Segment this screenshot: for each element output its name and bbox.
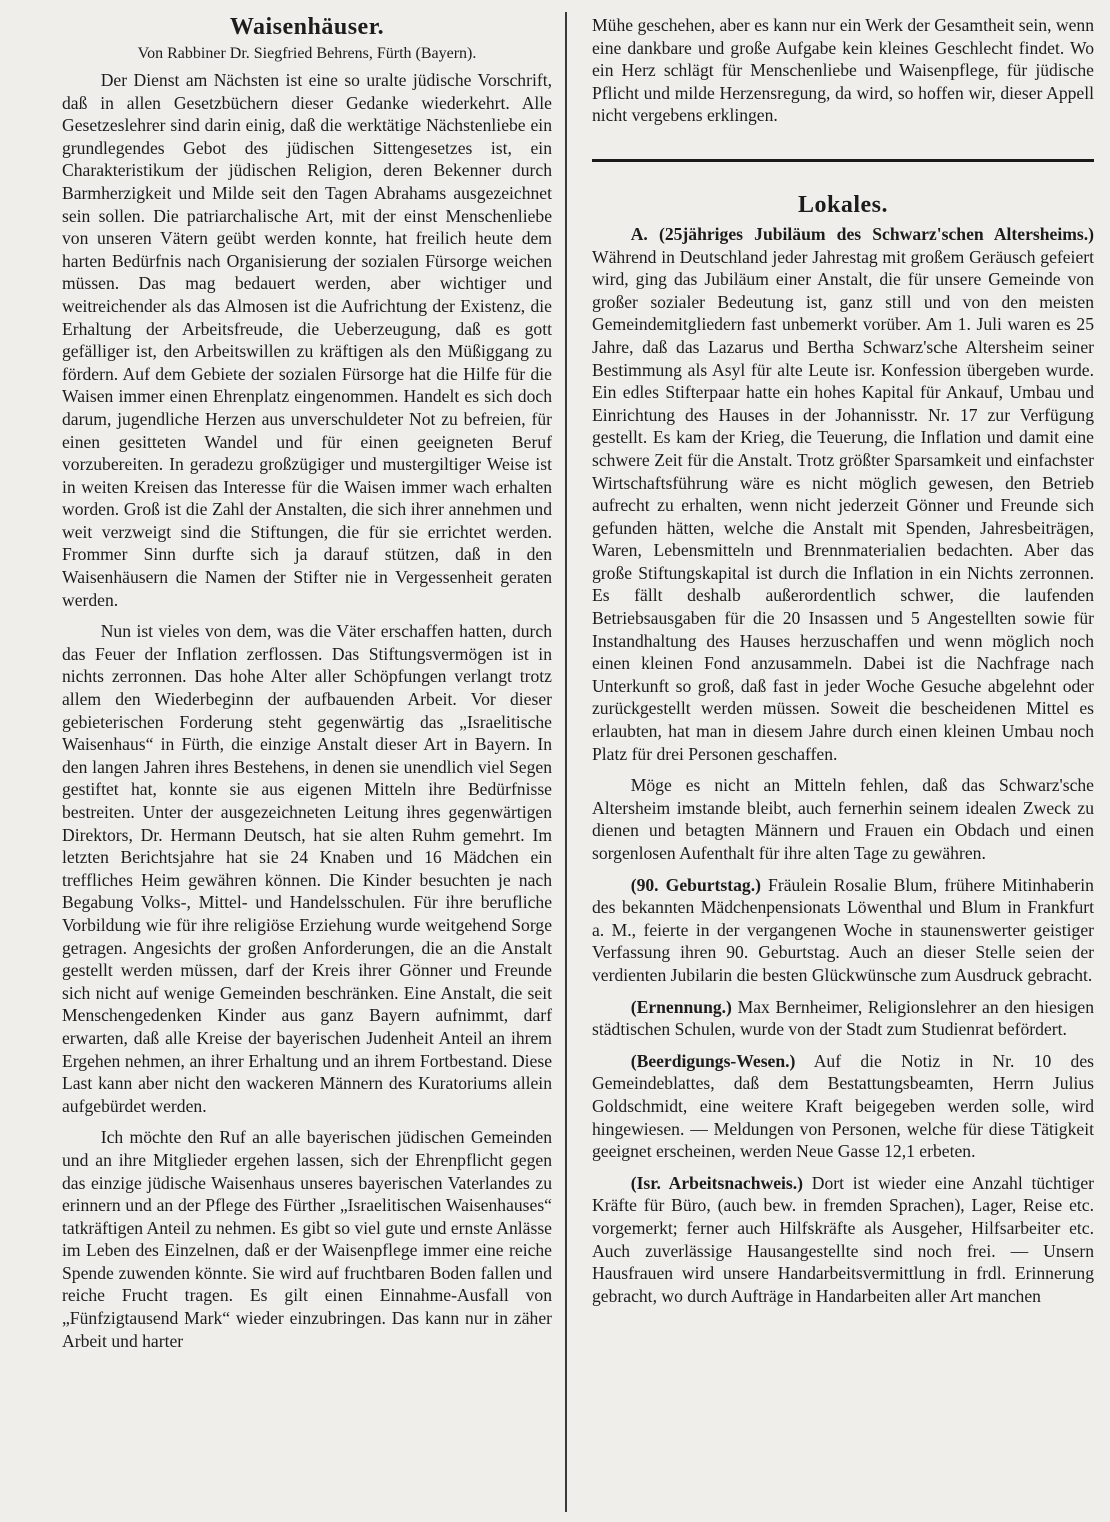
news-item-text: Während in Deutschland jeder Jahrestag mit großem Geräusch gefeiert wird, ging das Jubiläum einer Anstalt, die für unsere Gemeinde von großer sozialer Bedeutung ist, ganz still und von den meisten Gemeindemitgliedern fast unbemerkt vorüber. Am 1. Juli waren es 25 Jahre, daß das Lazarus und Bertha Schwarz'sche Altersheim seiner Bestimmung als Asyl für alte Leute isr. Konfession übergeben wurde. Ein edles Stifterpaar hatte ein hohes Kapital für Ankauf, Umbau und Einrichtung des Hauses in der Johannisstr. Nr. 17 zur Verfügung gestellt. Es kam der Krieg, die Teuerung, die Inflation und damit eine schwere Zeit für die Anstalt. Trotz größter Sparsamkeit und einfachster Wirtschaftsführung wäre es nicht möglich gewesen, den Betrieb aufrecht zu erhalten, wenn nicht jederzeit Gönner und Freunde sich gefunden hätten, welche die Anstalt mit Spenden, Jahresbeiträgen, Waren, Lebensmitteln und Brennmaterialien bedachten. Aber das große Stiftungskapital ist durch die Inflation in ein Nichts zerronnen. Es fällt deshalb außerordentlich schwer, die laufenden Betriebsausgaben für die 20 Insassen und 5 Angestellten sowie für Instandhaltung des Hauses herzuschaffen und wenn möglich noch einen kleinen Fond anzusammeln. Dabei ist die Nachfrage nach Unterkunft so groß, daß fast in jeder Woche Gesuche abgelehnt oder zurückgestellt werden müssen. Soweit die bescheidenen Mittel es erlaubten, hat man in diesem Jahre durch einen kleinen Umbau noch Platz für drei Personen geschaffen.	[592, 246, 1094, 764]
article-paragraph: Nun ist vieles von dem, was die Väter erschaffen hatten, durch das Feuer der Inflation zerflossen. Das Stiftungsvermögen ist in nichts zerronnen. Das hohe Alter aller Schöpfungen verlangt trotz allem den Wiederbeginn der aufbauenden Arbeit. Vor dieser gebieterischen Forderung steht gegenwärtig das „Israelitische Waisenhaus“ in Fürth, die einzige Anstalt dieser Art in Bayern. In den langen Jahren ihres Bestehens, in denen sie unendlich viel Segen gestiftet hat, konnte sie aus eigenen Mitteln ihre Bedürfnisse bestreiten. Unter der ausgezeichneten Leitung ihres gegenwärtigen Direktors, Dr. Hermann Deutsch, hat sie alten Ruhm gemehrt. Im letzten Berichtsjahre hat sie 24 Knaben und 16 Mädchen ein treffliches Heim gewähren können. Die Kinder besuchten je nach Begabung Volks-, Mittel- und Handelsschulen. Für ihre berufliche Vorbildung wie für ihre religiöse Erziehung wurde weitgehend Sorge getragen. Angesichts der großen Anforderungen, die an die Anstalt gestellt werden müssen, darf der Kreis ihrer Gönner und Freunde sich nicht auf wenige Gemeinden beschränken. Eine Anstalt, die seit Menschengedenken Kinder aus ganz Bayern aufnimmt, darf erwarten, daß alle Kreise der bayerischen Judenheit Anteil an ihrem Ergehen nehmen, an ihrer Erhaltung und an ihrem Fortbestand. Diese Last kann aber nicht den wackeren Männern des Kuratoriums allein aufgebürdet werden.	[62, 621, 552, 1116]
section-divider	[592, 159, 1094, 162]
news-item-heading: (90. Geburtstag.)	[630, 874, 761, 895]
news-item-heading: (Ernennung.)	[630, 996, 732, 1017]
news-item	[592, 1050, 1094, 1163]
column-divider	[565, 12, 567, 1512]
news-item-heading: (Isr. Arbeitsnachweis.)	[630, 1172, 804, 1193]
news-item-text: Max Bernheimer, Religionslehrer an den hiesigen städtischen Schulen, wurde von der Stadt zum Studienrat befördert.	[592, 996, 1094, 1040]
section-title-lokales: Lokales.	[797, 191, 888, 218]
article-paragraph: Der Dienst am Nächsten ist eine so uralte jüdische Vorschrift, daß in allen Gesetzbüchern dieser Gedanke wiederkehrt. Alle Gesetzeslehrer sind darin einig, daß die werktätige Nächstenliebe ein grundlegendes Gebot des jüdischen Sittengesetzes ist, ein Charakteristikum der jüdischen Religion, deren Bekenner durch Barmherzigkeit und Milde seit den Tagen Abrahams ausgezeichnet sein sollen. Die patriarchalische Art, mit der einst Menschenliebe von unseren Vätern geübt werden konnte, hat freilich heute dem harten Bedürfnis nach Organisierung der sozialen Fürsorge weichen müssen. Das mag bedauert werden, aber wichtiger und weitreichender als das Almosen ist die Aufrichtung der Existenz, die Erhaltung der Arbeitsfreude, die Ueberzeugung, daß es gott gefälliger ist, den Arbeitswillen zu kräftigen als den Müßiggang zu fördern. Auf dem Gebiete der sozialen Fürsorge hat die Hilfe für die Waisen immer einen Ehrenplatz eingenommen. Handelt es sich doch darum, jugendliche Herzen aus unverschuldeter Not zu befreien, für einen gesitteten Wandel und für einen geeigneten Beruf vorzubereiten. In geradezu großzügiger und mustergiltiger Weise ist in weiten Kreisen das Interesse für die Waisen immer wach erhalten worden. Groß ist die Zahl der Anstalten, die sich ihrer annehmen und weit verzweigt sind die Stiftungen, die für sie errichtet werden. Frommer Sinn durfte sich ja darauf stützen, daß in den Waisenhäusern die Namen der Stifter nie in Vergessenheit geraten werden.	[62, 70, 552, 610]
article-waisenhaeuser	[62, 14, 552, 1361]
news-item-text: Möge es nicht an Mitteln fehlen, daß das Schwarz'sche Altersheim imstande bleibt, auch fernerhin seinem idealen Zweck zu dienen und betagten Männern und Frauen ein Obdach und einen sorgenlosen Aufenthalt für ihre alten Tage zu gewähren.	[592, 775, 1094, 863]
article-title: Waisenhäuser.	[229, 14, 385, 40]
news-item	[592, 1172, 1094, 1308]
news-item-text: Dort ist wieder eine Anzahl tüchtiger Kräfte für Büro, (auch bew. in fremden Sprachen), Lager, Reise etc. vorgemerkt; ferner auch Hilfskräfte als Ausgeher, Hilfsarbeiter etc. Auch zuverlässige Hausangestellte sind noch frei. — Unsern Hausfrauen wird unsere Handarbeitsvermittlung in frdl. Erinnerung gebracht, wo durch Aufträge in Handarbeiten aller Art manchen	[592, 1172, 1094, 1306]
news-item-heading: A. (25jähriges Jubiläum des Schwarz'schen Altersheims.)	[630, 223, 1094, 244]
news-item	[592, 996, 1094, 1041]
news-item	[592, 774, 1094, 864]
news-item	[592, 874, 1094, 987]
news-item-text: Auf die Notiz in Nr. 10 des Gemeindeblattes, daß dem Bestattungsbeamten, Herrn Julius Goldschmidt, eine weitere Kraft beigegeben werden solle, wird hingewiesen. — Meldungen von Personen, welche für diese Tätigkeit geeignet erscheinen, werden Neue Gasse 12,1 erbeten.	[592, 1050, 1094, 1162]
news-item-heading: (Beerdigungs-Wesen.)	[630, 1050, 796, 1071]
article-byline: Von Rabbiner Dr. Siegfried Behrens, Fürth (Bayern).	[137, 45, 477, 62]
news-item-text: Fräulein Rosalie Blum, frühere Mitinhaberin des bekannten Mädchenpensionats Löwenthal und Blum in Frankfurt a. M., feierte in der vergangenen Woche in staunenswerter geistiger Verfassung ihren 90. Geburtstag. Auch an dieser Stelle seien der verdienten Jubilarin die besten Glückwünsche zum Ausdruck gebracht.	[592, 874, 1094, 985]
news-item	[592, 223, 1094, 765]
right-column	[592, 14, 1094, 1316]
article-continuation: Mühe geschehen, aber es kann nur ein Werk der Gesamtheit sein, wenn eine dankbare und große Aufgabe kein kleines Geschlecht findet. Wo ein Herz schlägt für Menschenliebe und Waisenpflege, für jüdische Pflicht und milde Herzensregung, da wird, so hoffen wir, dieser Appell nicht vergebens erklingen.	[592, 15, 1094, 126]
article-paragraph: Ich möchte den Ruf an alle bayerischen jüdischen Gemeinden und an ihre Mitglieder ergehen lassen, sich der Ehrenpflicht gegen das einzige jüdische Waisenhaus unseres bayerischen Vaterlandes zu erinnern und an der Pflege des Fürther „Israelitischen Waisenhauses“ tatkräftigen Anteil zu nehmen. Es gibt so viel gute und ernste Anlässe im Leben des Einzelnen, daß er der Waisenpflege immer eine reiche Spende zuwenden könnte. Sie wird auf fruchtbaren Boden fallen und reiche Frucht tragen. Es gilt einen Einnahme-Ausfall von „Fünfzigtausend Mark“ wieder einzubringen. Das kann nur in zäher Arbeit und harter	[62, 1127, 552, 1351]
